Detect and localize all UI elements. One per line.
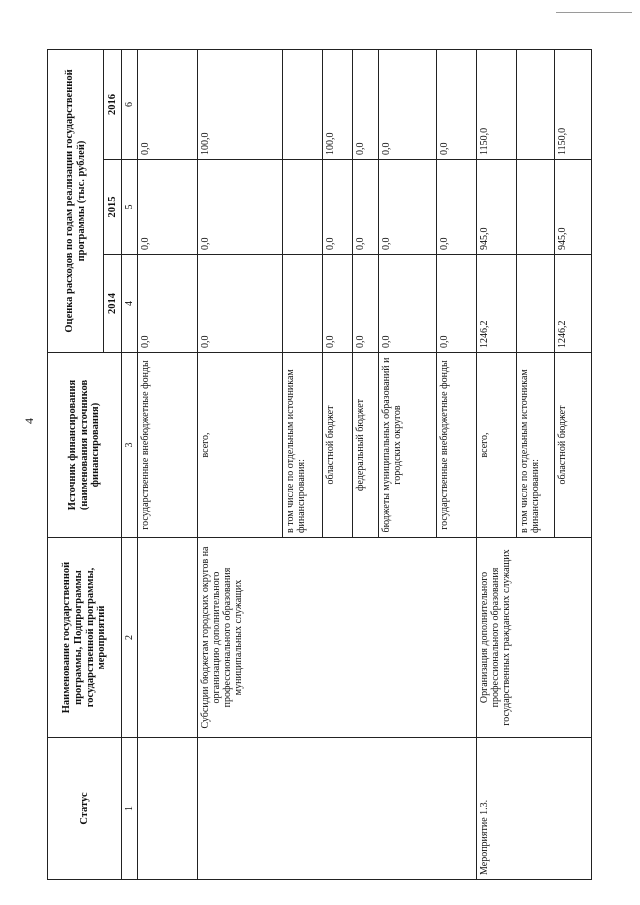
value-2014: 0,0 [323,255,353,353]
value-2016: 100,0 [323,50,353,160]
col-num-1: 1 [122,738,138,880]
rotated-table-container [47,50,592,880]
value-2016: 100,0 [198,50,283,160]
page-number: 4 [22,418,36,424]
value-2014: 0,0 [437,255,477,353]
col-num-4: 4 [122,255,138,353]
value-2015: 945,0 [477,160,517,255]
value-2015: 0,0 [437,160,477,255]
value-2015: 0,0 [353,160,379,255]
value-2014: 0,0 [198,255,283,353]
table-row [138,50,198,880]
value-2014: 1246,2 [555,255,592,353]
value-2015: 0,0 [379,160,437,255]
value-2015: 0,0 [198,160,283,255]
col-num-6: 6 [122,50,138,160]
source-cell: федеральный бюджет [353,353,379,538]
value-2015: 945,0 [555,160,592,255]
name-cell [138,538,198,738]
value-2014: 0,0 [138,255,198,353]
value-2016 [517,50,555,160]
header-year-2015: 2015 [104,160,122,255]
source-cell: государственные внебюджетные фонды [138,353,198,538]
value-2015 [283,160,323,255]
scan-edge-line [556,12,632,13]
source-cell: государственные внебюджетные фонды [437,353,477,538]
measure-name: Организация дополнительного профессионального образования государственных гражданских служащих [477,538,592,738]
table-row [198,50,283,880]
value-2015: 0,0 [323,160,353,255]
value-2016: 0,0 [138,50,198,160]
header-row [48,50,104,880]
status-cell [138,738,198,880]
value-2014: 1246,2 [477,255,517,353]
header-estimate: Оценка расходов по годам реализации государственной программы (тыс. рублей) [48,50,104,353]
value-2015 [517,160,555,255]
col-num-3: 3 [122,353,138,538]
header-year-2014: 2014 [104,255,122,353]
expense-table [47,49,592,880]
source-cell: в том числе по отдельным источникам финансирования: [283,353,323,538]
source-cell: в том числе по отдельным источникам финансирования: [517,353,555,538]
value-2014 [283,255,323,353]
source-cell: всего, [198,353,283,538]
status-cell [198,738,477,880]
value-2016: 0,0 [437,50,477,160]
subsidy-name: Субсидии бюджетам городских округов на организацию дополнительного профессионального образования муниципальных служащих [198,538,477,738]
header-source: Источник финансирования (наименования источников финансирования) [48,353,122,538]
source-cell: всего, [477,353,517,538]
value-2016: 0,0 [353,50,379,160]
value-2014 [517,255,555,353]
header-name: Наименование государственной программы, Подпрограммы государственной программы, мероприятий [48,538,122,738]
table-row [477,50,517,880]
value-2014: 0,0 [353,255,379,353]
col-num-5: 5 [122,160,138,255]
value-2015: 0,0 [138,160,198,255]
value-2016: 1150,0 [477,50,517,160]
source-cell: областной бюджет [555,353,592,538]
source-cell: областной бюджет [323,353,353,538]
col-num-2: 2 [122,538,138,738]
header-year-2016: 2016 [104,50,122,160]
value-2016 [283,50,323,160]
value-2016: 1150,0 [555,50,592,160]
measure-status: Мероприятие 1.3. [477,738,592,880]
column-number-row [122,50,138,880]
source-cell: бюджеты муниципальных образований и городских округов [379,353,437,538]
value-2014: 0,0 [379,255,437,353]
value-2016: 0,0 [379,50,437,160]
header-status: Статус [48,738,122,880]
